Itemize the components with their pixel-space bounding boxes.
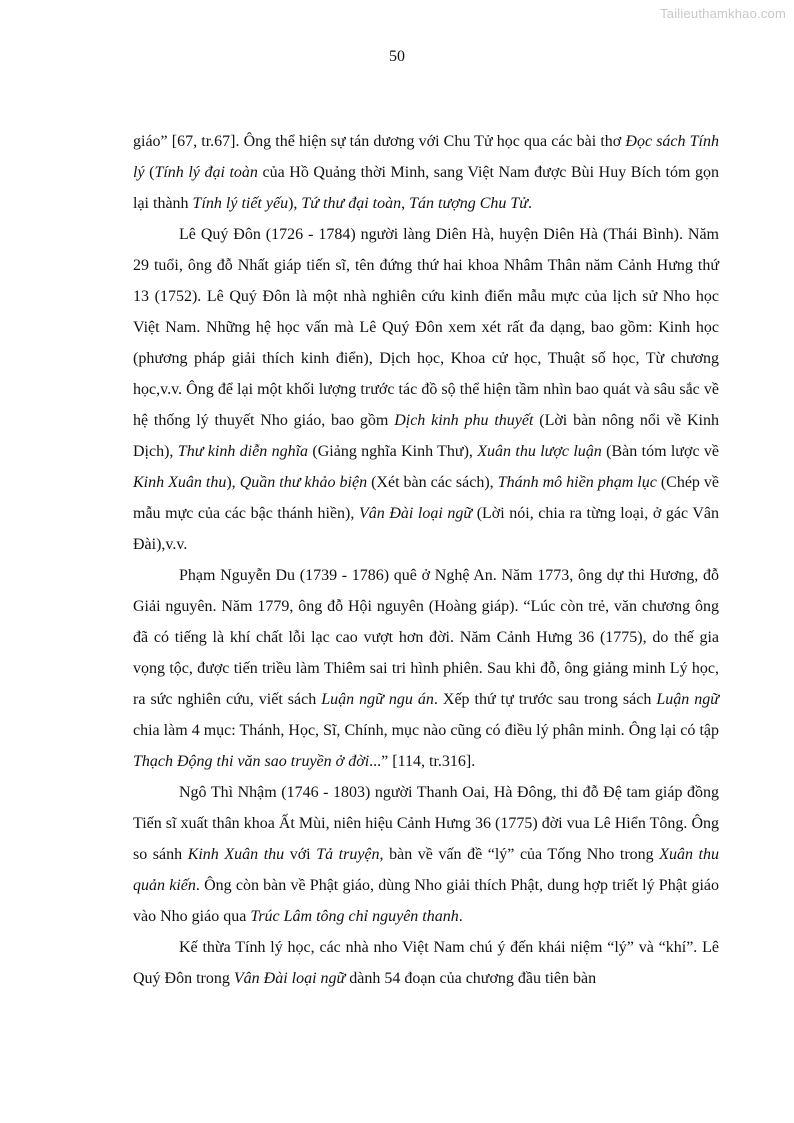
italic-title-text: Quần thư khảo biện — [239, 474, 368, 491]
body-text-run: giáo” [67, tr.67]. Ông thể hiện sự tán dương với Chu Tử học qua các bài thơ — [133, 133, 626, 150]
italic-title-text: Xuân thu lược luận — [477, 443, 602, 460]
body-text-run: Phạm Nguyễn Du (1739 - 1786) quê ở Nghệ An. Năm 1773, ông dự thi Hương, đỗ Giải nguyên. Năm 1779, ông đỗ Hội nguyên (Hoàng giáp). “Lúc còn trẻ, văn chương ông đã có tiếng là khí chất lỗi lạc cao vượt hơn đời. Năm Cảnh Hưng 36 (1775), do thế gia vọng tộc, được tiến triều làm Thiêm sai tri hình phiên. Sau khi đỗ, ông giảng minh Lý học, ra sức nghiên cứu, viết sách — [133, 567, 719, 708]
italic-title-text: Xuân thu quản kiến — [133, 846, 719, 894]
body-text-run: chia làm 4 mục: Thánh, Học, Sĩ, Chính, mục nào cũng có điều lý phân minh. Ông lại có tập — [133, 722, 719, 739]
body-text-run: dành 54 đoạn của chương đầu tiên bàn — [345, 970, 597, 987]
body-text-run: (Lời nói, chia ra từng loại, ở gác Vân Đài),v.v. — [133, 505, 720, 553]
body-text-run: . Xếp thứ tự trước sau trong sách — [433, 691, 657, 708]
body-text-run: (Giảng nghĩa Kinh Thư), — [308, 443, 478, 460]
page-number: 50 — [389, 48, 405, 65]
paragraph — [133, 777, 719, 932]
body-text-run: , bàn về vấn đề “lý” của Tống Nho trong — [379, 846, 660, 863]
italic-title-text: Kinh Xuân thu — [187, 846, 285, 863]
italic-title-text: Thạch Động thi văn sao truyền ở đời — [133, 753, 370, 770]
body-text-run: Ngô Thì Nhậm (1746 - 1803) người Thanh Oai, Hà Đông, thi đỗ Đệ tam giáp đồng Tiến sĩ xuất thân khoa Ất Mùi, niên hiệu Cảnh Hưng 36 (1775) đời vua Lê Hiển Tông. Ông so sánh — [133, 784, 719, 863]
italic-title-text: Dịch kinh phu thuyết — [394, 412, 534, 429]
italic-title-text: Tính lý đại toàn — [154, 164, 258, 181]
paragraph — [133, 126, 719, 219]
italic-title-text: Kinh Xuân thu — [133, 474, 227, 491]
body-text-run: với — [284, 846, 317, 863]
body-text-run: . — [458, 908, 463, 925]
body-text-run: Kế thừa Tính lý học, các nhà nho Việt Nam chú ý đến khái niệm “lý” và “khí”. Lê Quý Đôn trong — [133, 939, 719, 987]
document-body — [133, 126, 719, 994]
italic-title-text: Đọc sách Tính lý — [133, 133, 720, 181]
body-text-run: (Chép về mẫu mực của các bậc thánh hiền), — [133, 474, 720, 522]
watermark: Tailieuthamkhao.com — [660, 6, 786, 21]
italic-title-text: Vân Đài loại ngữ — [358, 505, 473, 522]
paragraph — [133, 219, 719, 560]
body-text-run: ), — [288, 195, 302, 212]
italic-title-text: Luận ngữ ngu án — [321, 691, 434, 708]
body-text-run: (Bàn tóm lược về — [601, 443, 719, 460]
italic-title-text: Trúc Lâm tông chỉ nguyên thanh — [250, 908, 459, 925]
italic-title-text: Vân Đài loại ngữ — [233, 970, 346, 987]
italic-title-text: Thư kinh diễn nghĩa — [177, 443, 309, 460]
body-text-run: (Xét bàn các sách), — [367, 474, 498, 491]
body-text-run: . — [528, 195, 532, 212]
body-text-run: ...” [114, tr.316]. — [369, 753, 476, 770]
paragraph — [133, 560, 719, 777]
italic-title-text: Tán tượng Chu Tử — [409, 195, 528, 212]
italic-title-text: Thánh mô hiền phạm lục — [497, 474, 657, 491]
body-text-run: của Hồ Quảng thời Minh, sang Việt Nam được Bùi Huy Bích tóm gọn lại thành — [133, 164, 720, 212]
italic-title-text: Tính lý tiết yếu — [192, 195, 289, 212]
body-text-run: ), — [226, 474, 240, 491]
body-text-run: , — [401, 195, 410, 212]
italic-title-text: Tứ thư đại toàn — [301, 195, 402, 212]
paragraph — [133, 932, 719, 994]
body-text-run: (Lời bàn nông nổi về Kinh Dịch), — [133, 412, 720, 460]
italic-title-text: Luận ngữ — [656, 691, 720, 708]
body-text-run: . Ông còn bàn về Phật giáo, dùng Nho giải thích Phật, dung hợp triết lý Phật giáo vào Nho giáo qua — [133, 877, 720, 925]
body-text-run: ( — [144, 164, 155, 181]
body-text-run: Lê Quý Đôn (1726 - 1784) người làng Diên Hà, huyện Diên Hà (Thái Bình). Năm 29 tuổi, ông đỗ Nhất giáp tiến sĩ, tên đứng thứ hai khoa Nhâm Thân năm Cảnh Hưng thứ 13 (1752). Lê Quý Đôn là một nhà nghiên cứu kinh điển mẫu mực của lịch sử Nho học Việt Nam. Những hệ học vấn mà Lê Quý Đôn xem xét rất đa dạng, bao gồm: Kinh học (phương pháp giải thích kinh điển), Dịch học, Khoa cử học, Thuật số học, Từ chương học,v.v. Ông để lại một khối lượng trước tác đồ sộ thể hiện tầm nhìn bao quát và sâu sắc về hệ thống lý thuyết Nho giáo, bao gồm — [133, 226, 719, 429]
italic-title-text: Tả truyện — [316, 846, 380, 863]
